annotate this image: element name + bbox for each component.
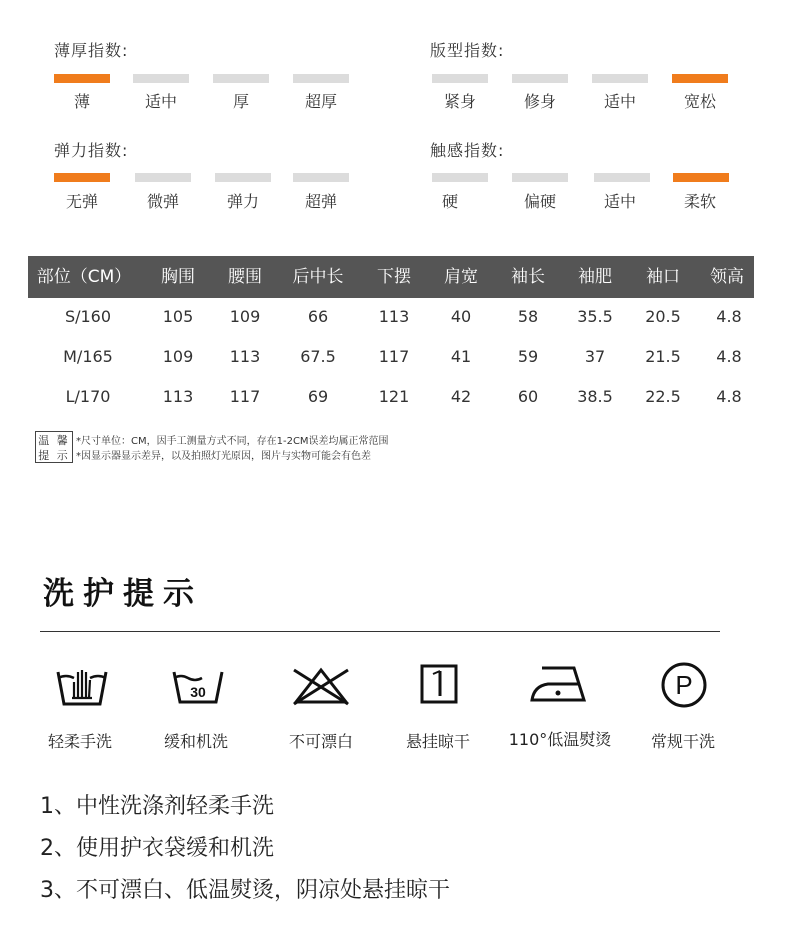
level-bar [213, 74, 269, 83]
table-cell: 22.5 [645, 387, 681, 406]
level-bar [594, 173, 650, 182]
level-bar [673, 173, 729, 182]
table-cell: 117 [378, 347, 410, 366]
wash-temperature: 30 [190, 684, 206, 700]
column-header: 袖肥 [578, 267, 612, 287]
column-header: 下摆 [377, 267, 411, 287]
dry-clean-letter: P [675, 670, 693, 700]
column-header: 领高 [710, 267, 744, 287]
tip-badge-line: 温 馨 [38, 434, 70, 447]
table-cell: 20.5 [645, 307, 681, 326]
tip-badge-line: 提 示 [38, 449, 70, 462]
table-cell: 109 [229, 307, 261, 326]
level-bar [133, 74, 189, 83]
table-cell: 105 [162, 307, 194, 326]
table-cell: 58 [517, 307, 539, 326]
tip-line: *因显示器显示差异，以及拍照灯光原因，图片与实物可能会有色差 [76, 451, 371, 462]
table-cell: 35.5 [577, 307, 613, 326]
level-label: 适中 [603, 92, 636, 111]
table-cell: 4.8 [716, 347, 742, 366]
level-bar [54, 74, 110, 83]
table-cell: 69 [307, 387, 329, 406]
no-bleach-icon [290, 664, 352, 708]
level-bar [293, 173, 349, 182]
care-note: 3、不可漂白、低温熨烫，阴凉处悬挂晾干 [40, 878, 450, 903]
table-cell: 113 [229, 347, 261, 366]
index-title: 版型指数: [430, 41, 505, 60]
table-cell: 4.8 [716, 307, 742, 326]
table-cell: 113 [162, 387, 194, 406]
table-cell: 67.5 [300, 347, 336, 366]
table-cell: 113 [378, 307, 410, 326]
level-bar [592, 74, 648, 83]
table-cell: 66 [307, 307, 329, 326]
hang-dry-icon [420, 664, 458, 704]
care-label: 不可漂白 [288, 732, 353, 751]
level-bar [54, 173, 110, 182]
machine-wash-30-icon [172, 664, 224, 708]
column-header: 后中长 [292, 267, 344, 287]
level-bar [672, 74, 728, 83]
level-bar [135, 173, 191, 182]
level-label: 偏硬 [523, 192, 556, 211]
care-title: 洗护提示 [43, 576, 203, 612]
column-header: 胸围 [161, 267, 195, 287]
level-label: 适中 [144, 92, 177, 111]
care-label: 常规干洗 [650, 732, 715, 751]
level-label: 超弹 [304, 192, 337, 211]
care-label: 110°低温熨烫 [508, 730, 612, 749]
level-label: 超厚 [304, 92, 337, 111]
care-note: 2、使用护衣袋缓和机洗 [40, 836, 274, 861]
hand-wash-icon [56, 664, 108, 708]
table-cell: 4.8 [716, 387, 742, 406]
index-title: 薄厚指数: [54, 41, 129, 60]
care-label: 缓和机洗 [163, 732, 228, 751]
table-cell: 38.5 [577, 387, 613, 406]
table-cell: 121 [378, 387, 410, 406]
table-header [28, 256, 754, 298]
iron-110-icon [528, 664, 590, 704]
level-label: 无弹 [65, 192, 98, 211]
level-label: 微弹 [146, 192, 179, 211]
level-label: 厚 [232, 92, 249, 111]
column-header: 腰围 [228, 267, 262, 287]
level-label: 薄 [73, 92, 90, 111]
column-header: 袖长 [511, 267, 545, 287]
table-cell: L/170 [65, 387, 111, 406]
level-label: 硬 [441, 192, 458, 211]
level-bar [293, 74, 349, 83]
table-cell: 109 [162, 347, 194, 366]
level-bar [432, 74, 488, 83]
table-cell: M/165 [63, 347, 113, 366]
index-title: 弹力指数: [54, 141, 129, 160]
care-note: 1、中性洗涤剂轻柔手洗 [40, 794, 274, 819]
tip-line: *尺寸单位：CM，因手工测量方式不同，存在1-2CM误差均属正常范围 [76, 436, 389, 447]
table-cell: 41 [450, 347, 472, 366]
table-cell: 60 [517, 387, 539, 406]
level-label: 适中 [603, 192, 636, 211]
level-bar [512, 173, 568, 182]
index-title: 触感指数: [430, 141, 505, 160]
divider [40, 631, 720, 632]
table-cell: S/160 [64, 307, 112, 326]
table-cell: 117 [229, 387, 261, 406]
table-cell: 21.5 [645, 347, 681, 366]
care-label: 轻柔手洗 [47, 732, 112, 751]
level-bar [215, 173, 271, 182]
column-header: 部位（CM） [36, 267, 132, 287]
level-label: 修身 [523, 92, 556, 111]
level-label: 柔软 [683, 192, 716, 211]
care-label: 悬挂晾干 [405, 732, 470, 751]
table-cell: 40 [450, 307, 472, 326]
level-label: 宽松 [683, 92, 716, 111]
table-cell: 59 [517, 347, 539, 366]
level-label: 弹力 [226, 192, 259, 211]
dry-clean-p-icon [660, 661, 708, 709]
tip-badge [35, 431, 73, 463]
table-cell: 37 [584, 347, 606, 366]
level-label: 紧身 [443, 92, 476, 111]
level-bar [512, 74, 568, 83]
column-header: 肩宽 [444, 267, 478, 287]
table-cell: 42 [450, 387, 472, 406]
level-bar [432, 173, 488, 182]
column-header: 袖口 [646, 267, 680, 287]
